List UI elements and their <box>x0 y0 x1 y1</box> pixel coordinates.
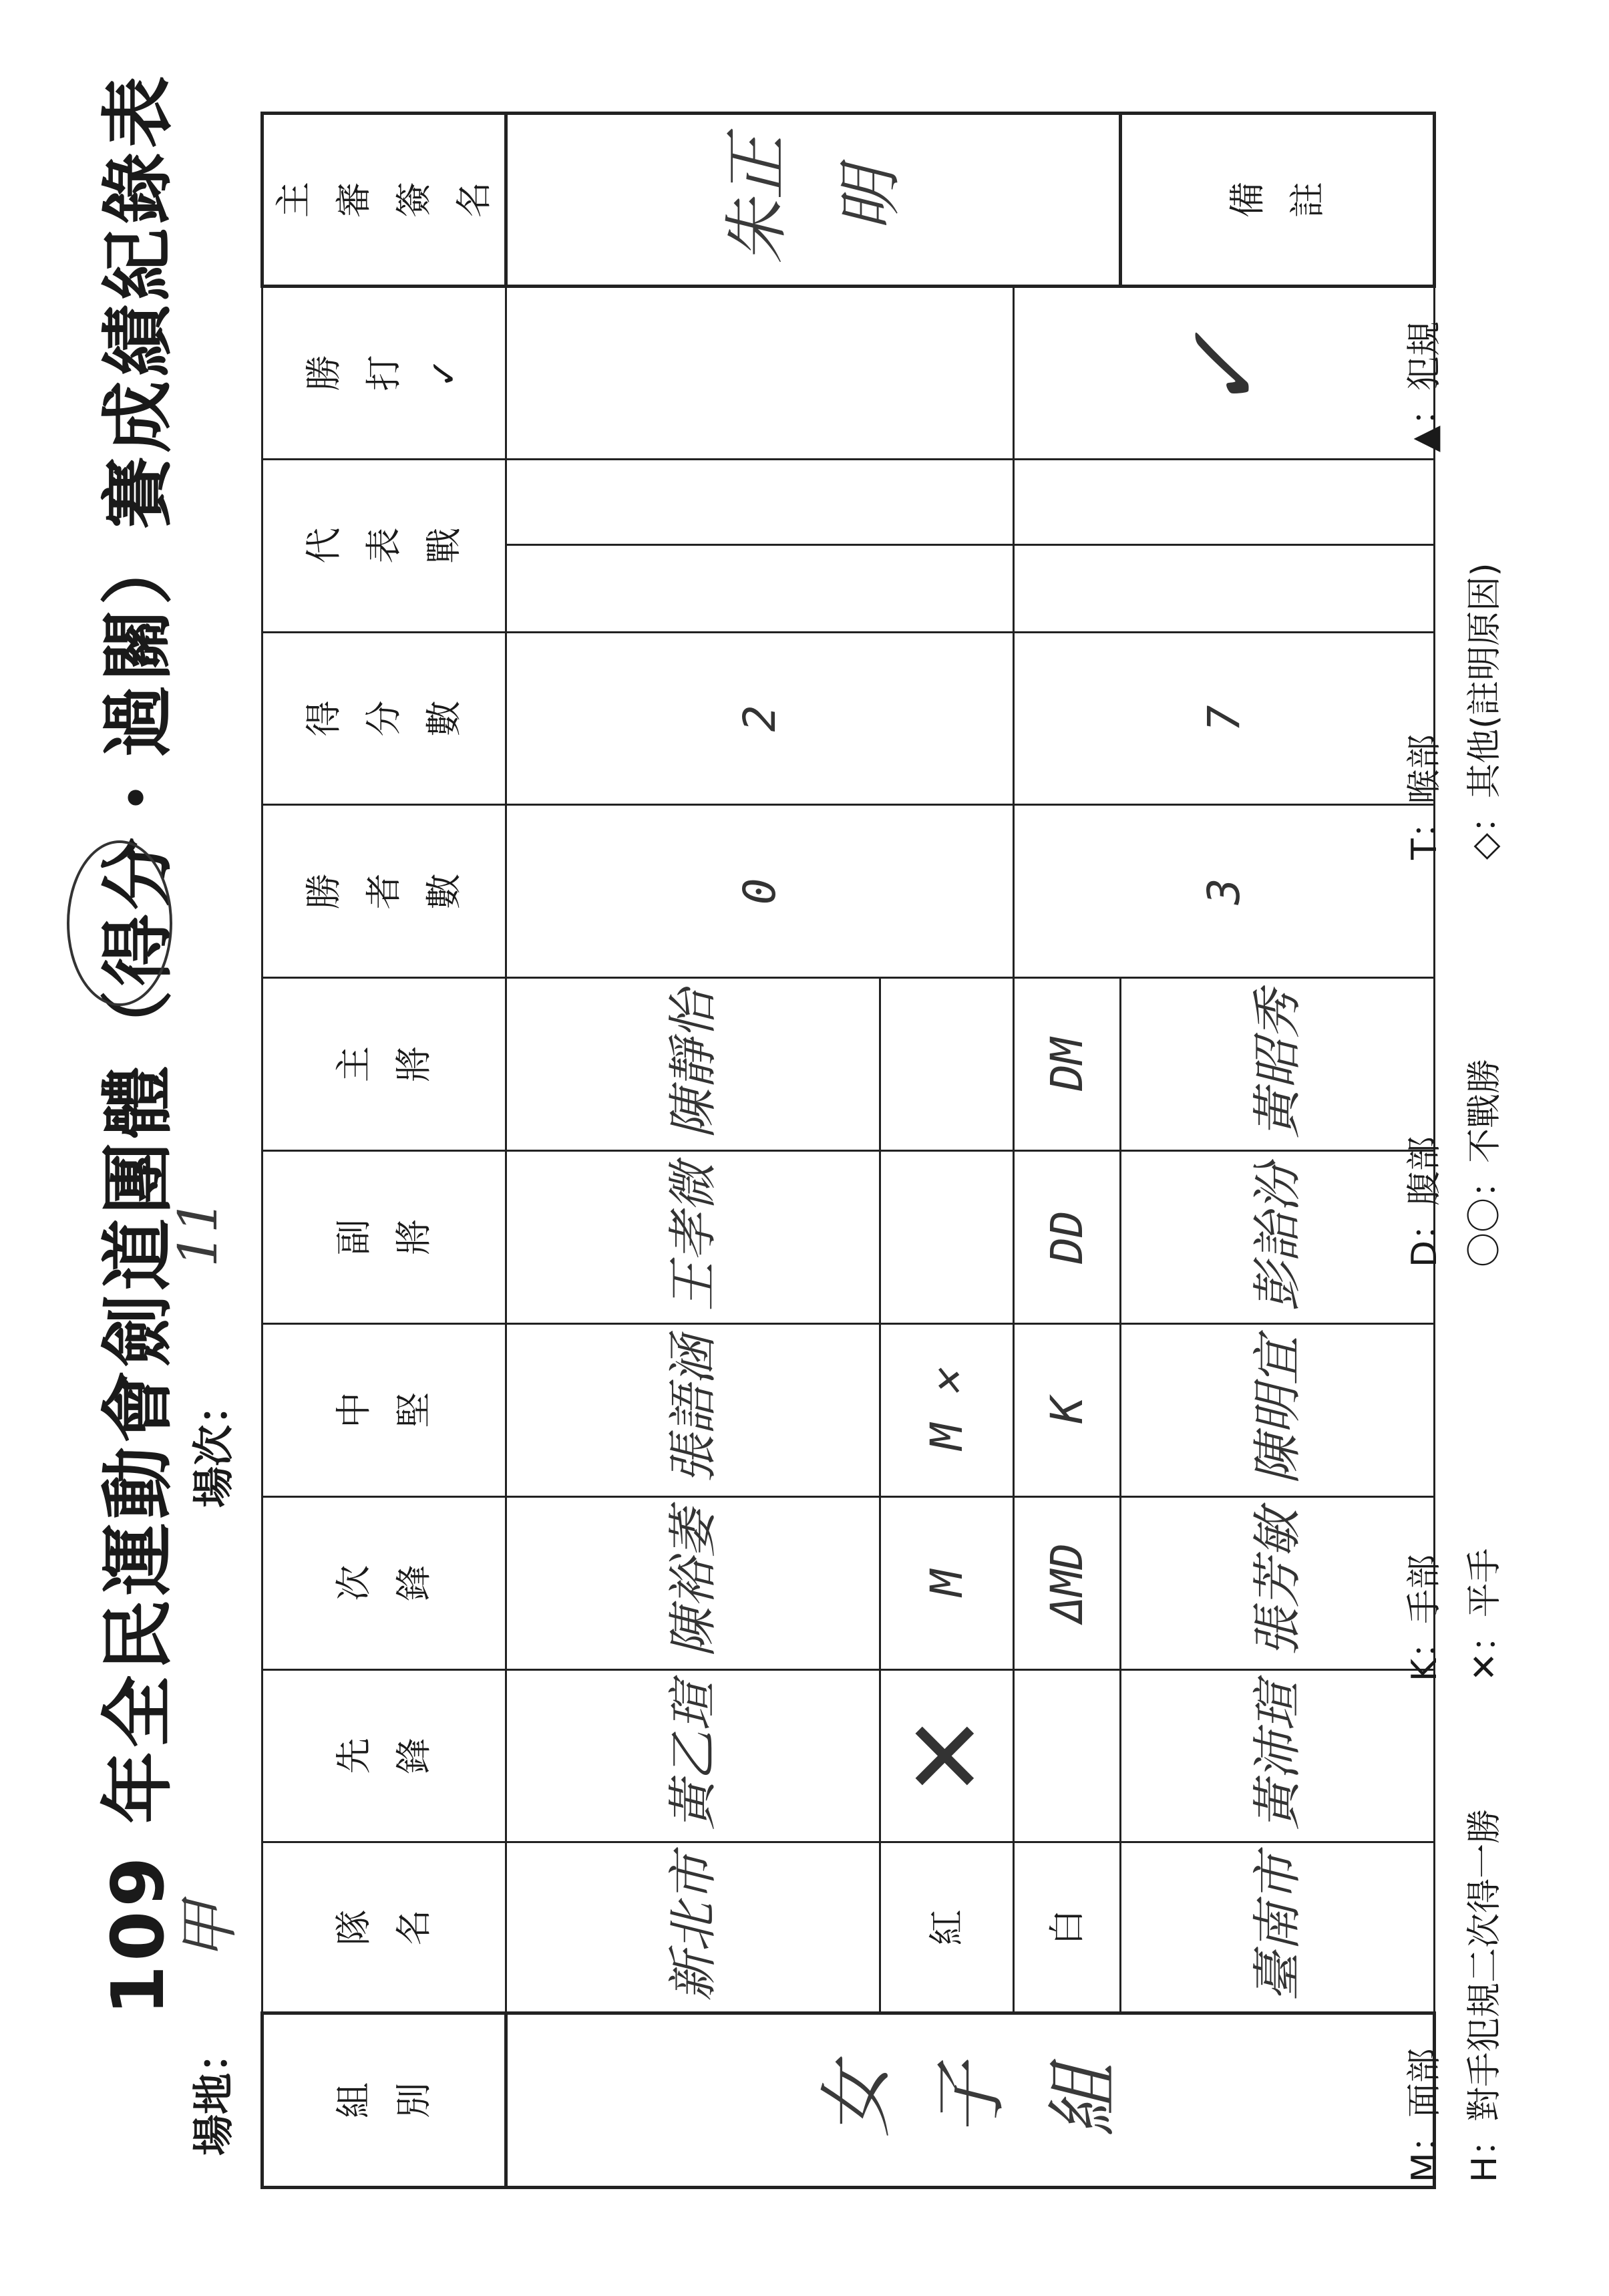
white-fukusho-mark: DD <box>1014 1151 1121 1324</box>
venue-label: 場地： <box>189 2031 238 2156</box>
white-taisho-mark: DM <box>1014 978 1121 1151</box>
col-fukusho-header: 副 將 <box>262 1151 506 1324</box>
white-rep-main <box>1014 545 1435 632</box>
round-label: 場次： <box>189 1383 238 1508</box>
legend-other: ◇：其他(註明原因) <box>1465 562 1505 860</box>
red-wins: 0 <box>506 805 1014 978</box>
legend-t: T：喉部 <box>1405 734 1445 860</box>
red-taisho-mark <box>880 978 1014 1151</box>
white-points: 7 <box>1014 632 1435 805</box>
red-rep-main <box>506 545 1014 632</box>
white-wins: 3 <box>1014 805 1435 978</box>
legend-m: M：面部 <box>1405 2048 1445 2182</box>
red-rep-side <box>506 459 1014 544</box>
col-team-header: 隊 名 <box>262 1842 506 2013</box>
red-senpo-name: 黃乙瑄 <box>506 1669 880 1842</box>
white-fukusho-name: 彭詒汾 <box>1121 1151 1435 1324</box>
remarks-header: 備 註 <box>1121 114 1435 287</box>
red-chuken-mark: M ✕ <box>880 1323 1014 1496</box>
legend-oo: 〇〇：不戰勝 <box>1465 1058 1505 1267</box>
red-result <box>506 286 1014 459</box>
circle-mark <box>67 840 172 1006</box>
white-rep-side <box>1014 459 1435 544</box>
legend-h: H：對手犯規二次得一勝 <box>1465 1808 1505 2182</box>
white-chuken-mark: K <box>1014 1323 1121 1496</box>
red-jiho-name: 陳裕萎 <box>506 1496 880 1669</box>
title-prefix: 109 年全民運動會劍道團體（ <box>97 985 180 2015</box>
white-team-name: 臺南市 <box>1121 1842 1435 2013</box>
white-chuken-name: 陳明宜 <box>1121 1323 1435 1496</box>
col-wins-header: 勝 者 數 <box>262 805 506 978</box>
col-rep-header: 代 表 戰 <box>262 459 506 632</box>
white-senpo-name: 黃沛瑄 <box>1121 1669 1435 1842</box>
red-senpo-mark: ✕ <box>880 1669 1014 1842</box>
red-chuken-name: 張語涵 <box>506 1323 880 1496</box>
white-senpo-mark <box>1014 1669 1121 1842</box>
referee-signature-cell <box>506 114 1121 287</box>
group-char-3: 組 <box>1041 2064 1127 2138</box>
red-taisho-name: 陳靜怡 <box>506 978 880 1151</box>
group-char-2: 子 <box>927 2064 1013 2138</box>
legend-foul: ▲：犯規 <box>1405 321 1445 452</box>
title-circled-option: 得分 <box>97 833 180 986</box>
red-team-name: 新北市 <box>506 1842 880 2013</box>
venue-value: 甲 <box>174 1902 244 1962</box>
score-table <box>260 112 1436 2189</box>
col-group-header: 組 別 <box>262 2013 506 2188</box>
white-taisho-name: 黃昭秀 <box>1121 978 1435 1151</box>
referee-signature: 朱正明 <box>719 135 908 264</box>
red-jiho-mark: M <box>880 1496 1014 1669</box>
white-marks-row <box>1014 114 1121 2188</box>
red-team-row <box>506 114 880 2188</box>
white-jiho-name: 張芳敏 <box>1121 1496 1435 1669</box>
red-fukusho-name: 王孝微 <box>506 1151 880 1324</box>
col-jiho-header: 次 鋒 <box>262 1496 506 1669</box>
legend-k: K：手部 <box>1405 1554 1445 1681</box>
red-fukusho-mark <box>880 1151 1014 1324</box>
col-result-header: 勝 打 ✓ <box>262 286 506 459</box>
legend-x: ✕：平手 <box>1465 1548 1505 1681</box>
page-title <box>80 72 184 2015</box>
col-senpo-header: 先 鋒 <box>262 1669 506 1842</box>
red-color-label: 紅 <box>880 1842 1014 2013</box>
round-value: 11 <box>167 1199 229 1267</box>
white-color-label: 白 <box>1014 1842 1121 2013</box>
red-points: 2 <box>506 632 1014 805</box>
col-sign-header: 主 審 簽 名 <box>262 114 506 287</box>
group-cell <box>506 2013 1435 2188</box>
legend-d: D：腹部 <box>1405 1136 1445 1267</box>
col-points-header: 得 分 數 <box>262 632 506 805</box>
group-char-1: 女 <box>814 2064 900 2138</box>
title-mid: ・過關） <box>97 528 180 834</box>
header-row <box>262 114 506 2188</box>
col-chuken-header: 中 堅 <box>262 1323 506 1496</box>
white-result-check: ✓ <box>1014 286 1435 459</box>
white-jiho-mark: ΔMD <box>1014 1496 1121 1669</box>
col-taisho-header: 主 將 <box>262 978 506 1151</box>
title-suffix: 賽成績紀錄表 <box>97 71 180 529</box>
